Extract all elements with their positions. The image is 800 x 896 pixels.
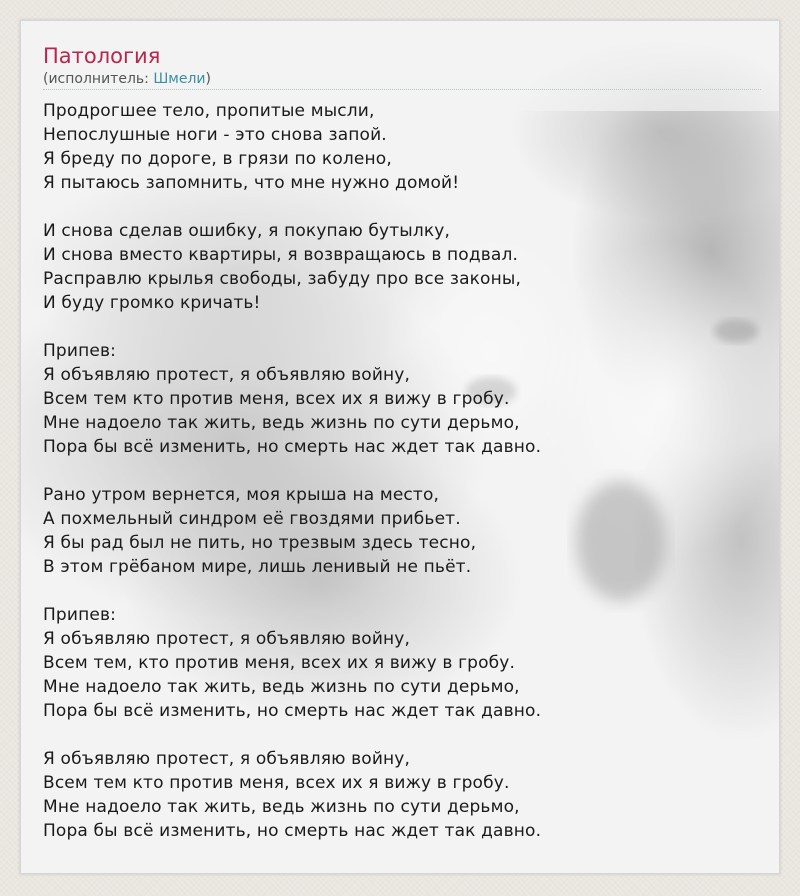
artist-link[interactable]: Шмели <box>153 71 206 87</box>
lyrics-line: Припев: <box>43 605 116 625</box>
lyrics-line: Рано утром вернется, моя крыша на место, <box>43 485 440 505</box>
title-divider <box>43 89 761 90</box>
lyrics-stanza <box>43 747 743 843</box>
lyrics-stanza <box>43 339 743 459</box>
lyrics-line: И снова сделав ошибку, я покупаю бутылку, <box>43 221 451 241</box>
lyrics-line: Я объявляю протест, я объявляю войну, <box>43 629 411 649</box>
song-title: Патология <box>43 44 161 68</box>
performer-line <box>43 70 211 88</box>
performer-suffix: ) <box>205 71 211 87</box>
lyrics-line: Я объявляю протест, я объявляю войну, <box>43 365 411 385</box>
lyrics-line: Всем тем кто против меня, всех их я вижу в гробу. <box>43 389 510 409</box>
lyrics-card <box>20 20 780 874</box>
lyrics-line: Я объявляю протест, я объявляю войну, <box>43 749 411 769</box>
lyrics-line: Мне надоело так жить, ведь жизнь по сути дерьмо, <box>43 413 520 433</box>
lyrics-line: Продрогшее тело, пропитые мысли, <box>43 101 375 121</box>
lyrics-line: Припев: <box>43 341 116 361</box>
lyrics-stanza <box>43 483 743 579</box>
lyrics-stanza <box>43 99 743 195</box>
performer-prefix: (исполнитель: <box>43 71 154 87</box>
lyrics-line: Непослушные ноги - это снова запой. <box>43 125 387 145</box>
lyrics-stanza <box>43 603 743 723</box>
lyrics-line: Расправлю крылья свободы, забуду про все законы, <box>43 269 521 289</box>
lyrics-stanza <box>43 219 743 315</box>
lyrics-line: И буду громко кричать! <box>43 293 261 313</box>
lyrics-line: Мне надоело так жить, ведь жизнь по сути дерьмо, <box>43 797 520 817</box>
lyrics-line: Всем тем кто против меня, всех их я вижу в гробу. <box>43 773 510 793</box>
lyrics-line: Я пытаюсь запомнить, что мне нужно домой! <box>43 173 460 193</box>
lyrics-line: Пора бы всё изменить, но смерть нас ждет так давно. <box>43 437 542 457</box>
lyrics-line: В этом грёбаном мире, лишь ленивый не пьёт. <box>43 557 472 577</box>
lyrics-line: Пора бы всё изменить, но смерть нас ждет так давно. <box>43 821 542 841</box>
lyrics-line: И снова вместо квартиры, я возвращаюсь в подвал. <box>43 245 519 265</box>
lyrics-text <box>43 99 743 867</box>
lyrics-line: Пора бы всё изменить, но смерть нас ждет так давно. <box>43 701 542 721</box>
lyrics-line: Я бреду по дороге, в грязи по колено, <box>43 149 392 169</box>
lyrics-line: Я бы рад был не пить, но трезвым здесь тесно, <box>43 533 477 553</box>
lyrics-line: Всем тем, кто против меня, всех их я вижу в гробу. <box>43 653 516 673</box>
lyrics-line: А похмельный синдром её гвоздями прибьет. <box>43 509 461 529</box>
lyrics-line: Мне надоело так жить, ведь жизнь по сути дерьмо, <box>43 677 520 697</box>
